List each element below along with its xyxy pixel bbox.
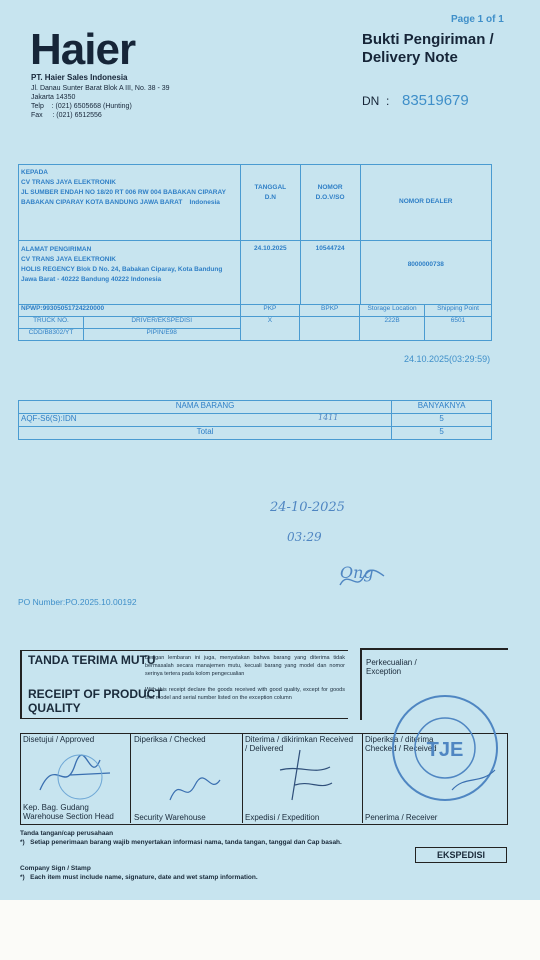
kepada-address: JL SUMBER ENDAH NO 18/20 RT 006 RW 004 BABAKAN CIPARAY	[21, 189, 226, 196]
haier-logo: Haier	[30, 25, 136, 74]
alamat-label: ALAMAT PENGIRIMAN	[21, 246, 92, 253]
checked-label: Diperiksa / Checked	[134, 735, 206, 744]
dn-label: DN :	[362, 94, 390, 108]
receipt-text-en: With this receipt declare the goods received with good quality, except for goods that model and serial number listed on the exception column	[145, 687, 345, 701]
expedition-signature	[270, 745, 350, 805]
company-address: Jl. Danau Sunter Barat Blok A III, No. 38 - 39 Jakarta 14350 Telp : (021) 6505668 (Hunting) Fax : (021) 6512556	[31, 85, 170, 119]
shipping-point-value: 6501	[425, 317, 492, 341]
shipment-table: KEPADA CV TRANS JAYA ELEKTRONIK JL SUMBER ENDAH NO 18/20 RT 006 RW 004 BABAKAN CIPARAY BABAKAN CIPARAY KOTA BANDUNG JAWA BARAT Indonesia TANGGAL D.N NOMOR D.O.V/SO NOMOR DEALER ALAMAT PENGIRIMAN CV TRANS JAYA ELEKTRONIK HOLIS REGENCY Blok D No. 24, Babakan Ciparay, Kota Bandung Jawa Barat - 40222 Bandung 40222 Indonesia 24.10.2025 10544724 8000000738	[18, 164, 492, 305]
expedition-label: Expedisi / Expedition	[245, 813, 320, 822]
handwritten-signature	[338, 560, 388, 600]
approved-label: Disetujui / Approved	[23, 735, 95, 744]
kepada-label: KEPADA	[21, 169, 48, 176]
handwritten-date: 24-10-2025	[270, 500, 345, 515]
security-warehouse-label: Security Warehouse	[134, 813, 206, 822]
nomor-value: 10544724	[300, 241, 360, 305]
truck-label: TRUCK NO.	[19, 317, 84, 329]
truck-number: CDD/B8302/YT	[19, 329, 84, 341]
stamp-center-text: TJE	[426, 739, 464, 761]
receipt-title-en: RECEIPT OF PRODUCT QUALITY	[28, 687, 163, 715]
approved-signature	[30, 745, 130, 805]
item-quantity: 5	[392, 414, 492, 427]
ekspedisi-label: EKSPEDISI	[415, 847, 507, 863]
receipt-title-id: TANDA TERIMA MUTU	[28, 653, 156, 667]
print-timestamp: 24.10.2025(03:29:59)	[404, 354, 491, 364]
alamat-address: HOLIS REGENCY Blok D No. 24, Babakan Ciparay, Kota Bandung	[21, 266, 223, 273]
tanggal-header: TANGGAL	[254, 184, 287, 191]
warehouse-head-label: Kep. Bag. Gudang Warehouse Section Head	[23, 803, 114, 821]
storage-location-label: Storage Location	[360, 305, 425, 317]
received-delivered-label: Diterima / dikirimkan Received / Delivered	[245, 735, 354, 753]
items-table	[18, 400, 492, 440]
receiver-label: Penerima / Receiver	[365, 813, 438, 822]
total-value: 5	[392, 427, 492, 440]
driver-label: DRIVER/EKSPEDISI	[83, 317, 240, 329]
total-label: Total	[19, 427, 392, 440]
storage-location-value: 222B	[360, 317, 425, 341]
receipt-text-id: Dengan lembaran ini juga, menyatakan bahwa barang yang diterima tidak bermasalah secara manajemen mutu, kecuali barang yang model dan nomor serinya tertera pada kolom pengecualian	[145, 655, 345, 677]
nama-barang-header: NAMA BARANG	[19, 401, 392, 414]
driver-name: PIPIN/E98	[83, 329, 240, 341]
exception-label: Perkecualian / Exception	[366, 658, 417, 676]
dealer-header: NOMOR DEALER	[360, 165, 491, 241]
company-stamp	[380, 690, 510, 810]
kepada-name: CV TRANS JAYA ELEKTRONIK	[21, 179, 116, 186]
checked-received-label: Diperiksa / diterima Checked / Received	[365, 735, 437, 753]
dn-number: 83519679	[402, 92, 469, 109]
item-name: AQF-S6(S):IDN	[19, 414, 392, 427]
handwritten-mark: 1411	[318, 413, 339, 422]
npwp-table	[18, 304, 492, 341]
handwritten-time: 03:29	[287, 530, 322, 544]
footer-notes-id: Tanda tangan/cap perusahaan *) Setiap penerimaan barang wajib menyertakan informasi nama, tanda tangan, tanggal dan Cap basah.	[20, 830, 342, 846]
dealer-value: 8000000738	[360, 241, 491, 305]
footer-notes-en: Company Sign / Stamp *) Each item must include name, signature, date and wet stamp information.	[20, 865, 258, 881]
shipping-point-label: Shipping Point	[425, 305, 492, 317]
document-title: Bukti Pengiriman / Delivery Note	[362, 31, 494, 66]
pkp-value: X	[240, 317, 300, 341]
po-number: PO Number:PO.2025.10.00192	[18, 597, 137, 607]
handwritten-initial: Ong	[340, 563, 374, 582]
bpkp-label: BPKP	[300, 305, 360, 317]
alamat-name: CV TRANS JAYA ELEKTRONIK	[21, 256, 116, 263]
checked-signature	[165, 770, 225, 810]
page-label: Page 1 of 1	[451, 14, 504, 25]
company-name: PT. Haier Sales Indonesia	[31, 73, 128, 82]
nomor-header: NOMOR	[317, 184, 343, 191]
banyaknya-header: BANYAKNYA	[392, 401, 492, 414]
table-row	[19, 414, 492, 427]
tanggal-value: 24.10.2025	[240, 241, 300, 305]
npwp: NPWP:99305051724220000	[19, 305, 241, 317]
pkp-label: PKP	[240, 305, 300, 317]
